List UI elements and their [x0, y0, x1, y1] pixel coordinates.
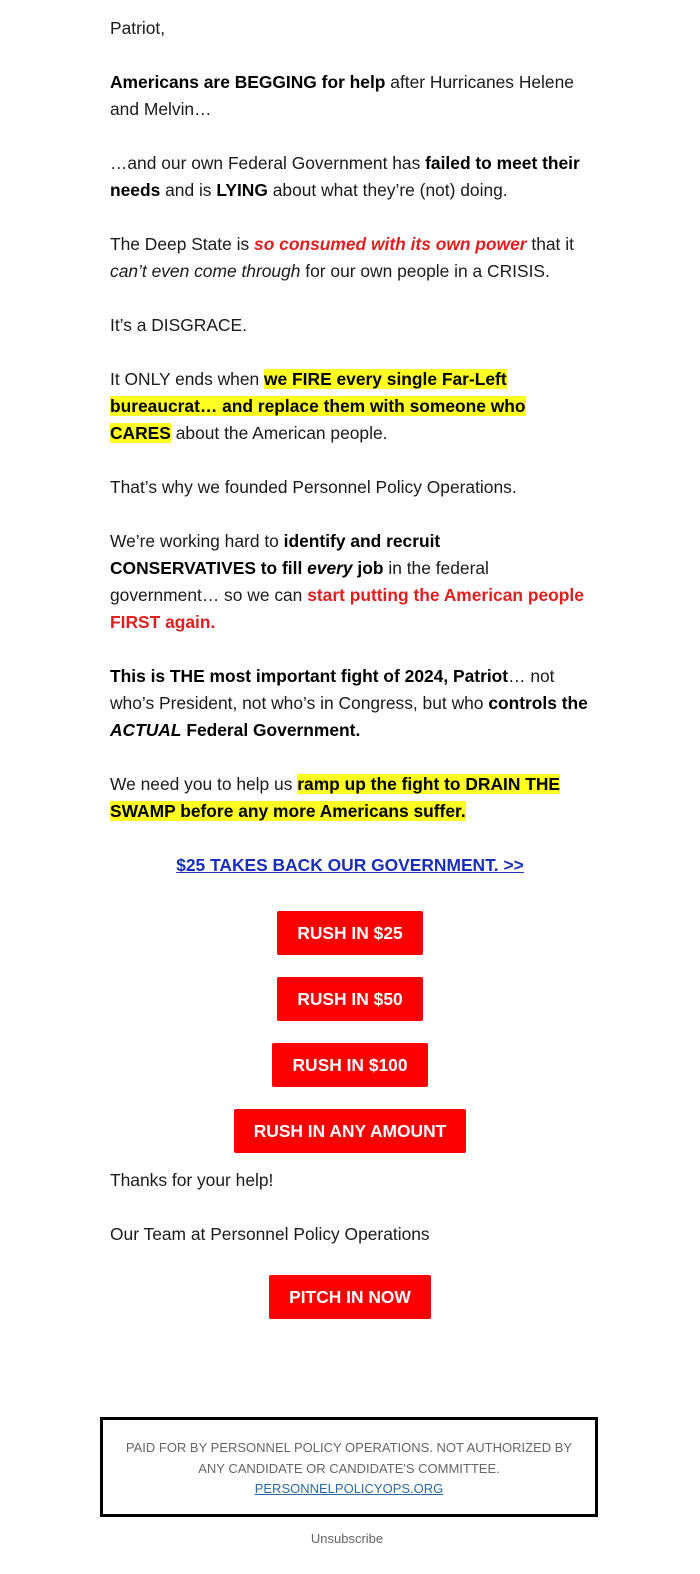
button-row-25 — [80, 911, 620, 977]
paid-for-disclaimer: PAID FOR BY PERSONNEL POLICY OPERATIONS. NOT AUTHORIZED BY ANY CANDIDATE OR CANDIDATE'S COMMITTEE. — [125, 1440, 573, 1476]
email-body — [110, 15, 590, 1319]
website-link[interactable]: PERSONNELPOLICYOPS.ORG — [254, 1481, 444, 1496]
rush-25-button[interactable]: RUSH IN $25 — [277, 911, 422, 955]
highlight-swamp: ramp up the fight to DRAIN THE SWAMP before any more Americans suffer. — [110, 774, 561, 821]
button-row-50 — [80, 977, 620, 1043]
paragraph-recruit: We’re working hard to identify and recruit CONSERVATIVES to fill every job in the federal government… so we can start putting the American people FIRST again. — [110, 531, 584, 632]
signoff-text: Our Team at Personnel Policy Operations — [110, 1224, 430, 1244]
paragraph-founded: That’s why we founded Personnel Policy Operations. — [110, 477, 517, 497]
highlight-fire: we FIRE every single Far-Left bureaucrat… and replace them with someone who CARES — [110, 369, 526, 443]
paragraph-swamp: We need you to help us ramp up the fight to DRAIN THE SWAMP before any more Americans suffer. — [110, 774, 561, 821]
paragraph-disgrace: It’s a DISGRACE. — [110, 315, 247, 335]
paragraph-fight: This is THE most important fight of 2024, Patriot… not who’s President, not who’s in Congress, but who controls the ACTUAL Federal Government. — [110, 666, 588, 740]
cta-link-row — [80, 852, 620, 879]
closing — [110, 1167, 590, 1248]
pitch-in-now-button[interactable]: PITCH IN NOW — [269, 1275, 431, 1319]
rush-any-amount-button[interactable]: RUSH IN ANY AMOUNT — [234, 1109, 467, 1153]
paragraph-fire: It ONLY ends when we FIRE every single Far-Left bureaucrat… and replace them with someone who CARES about the American people. — [110, 369, 526, 443]
unsubscribe-link[interactable]: Unsubscribe — [310, 1531, 384, 1546]
footer-disclaimer-box — [100, 1417, 598, 1517]
rush-50-button[interactable]: RUSH IN $50 — [277, 977, 422, 1021]
paragraph-failed: …and our own Federal Government has failed to meet their needs and is LYING about what they’re (not) doing. — [110, 153, 580, 200]
button-row-100 — [80, 1043, 620, 1109]
button-row-any — [80, 1109, 620, 1167]
paragraph-deep-state: The Deep State is so consumed with its own power that it can’t even come through for our own people in a CRISIS. — [110, 234, 574, 281]
donate-25-link[interactable]: $25 TAKES BACK OUR GOVERNMENT. >> — [176, 855, 524, 875]
thanks-text: Thanks for your help! — [110, 1170, 274, 1190]
pitch-row — [80, 1275, 620, 1319]
rush-100-button[interactable]: RUSH IN $100 — [272, 1043, 427, 1087]
paragraph-begging: Americans are BEGGING for help after Hurricanes Helene and Melvin… — [110, 72, 574, 119]
greeting: Patriot, — [110, 18, 166, 38]
